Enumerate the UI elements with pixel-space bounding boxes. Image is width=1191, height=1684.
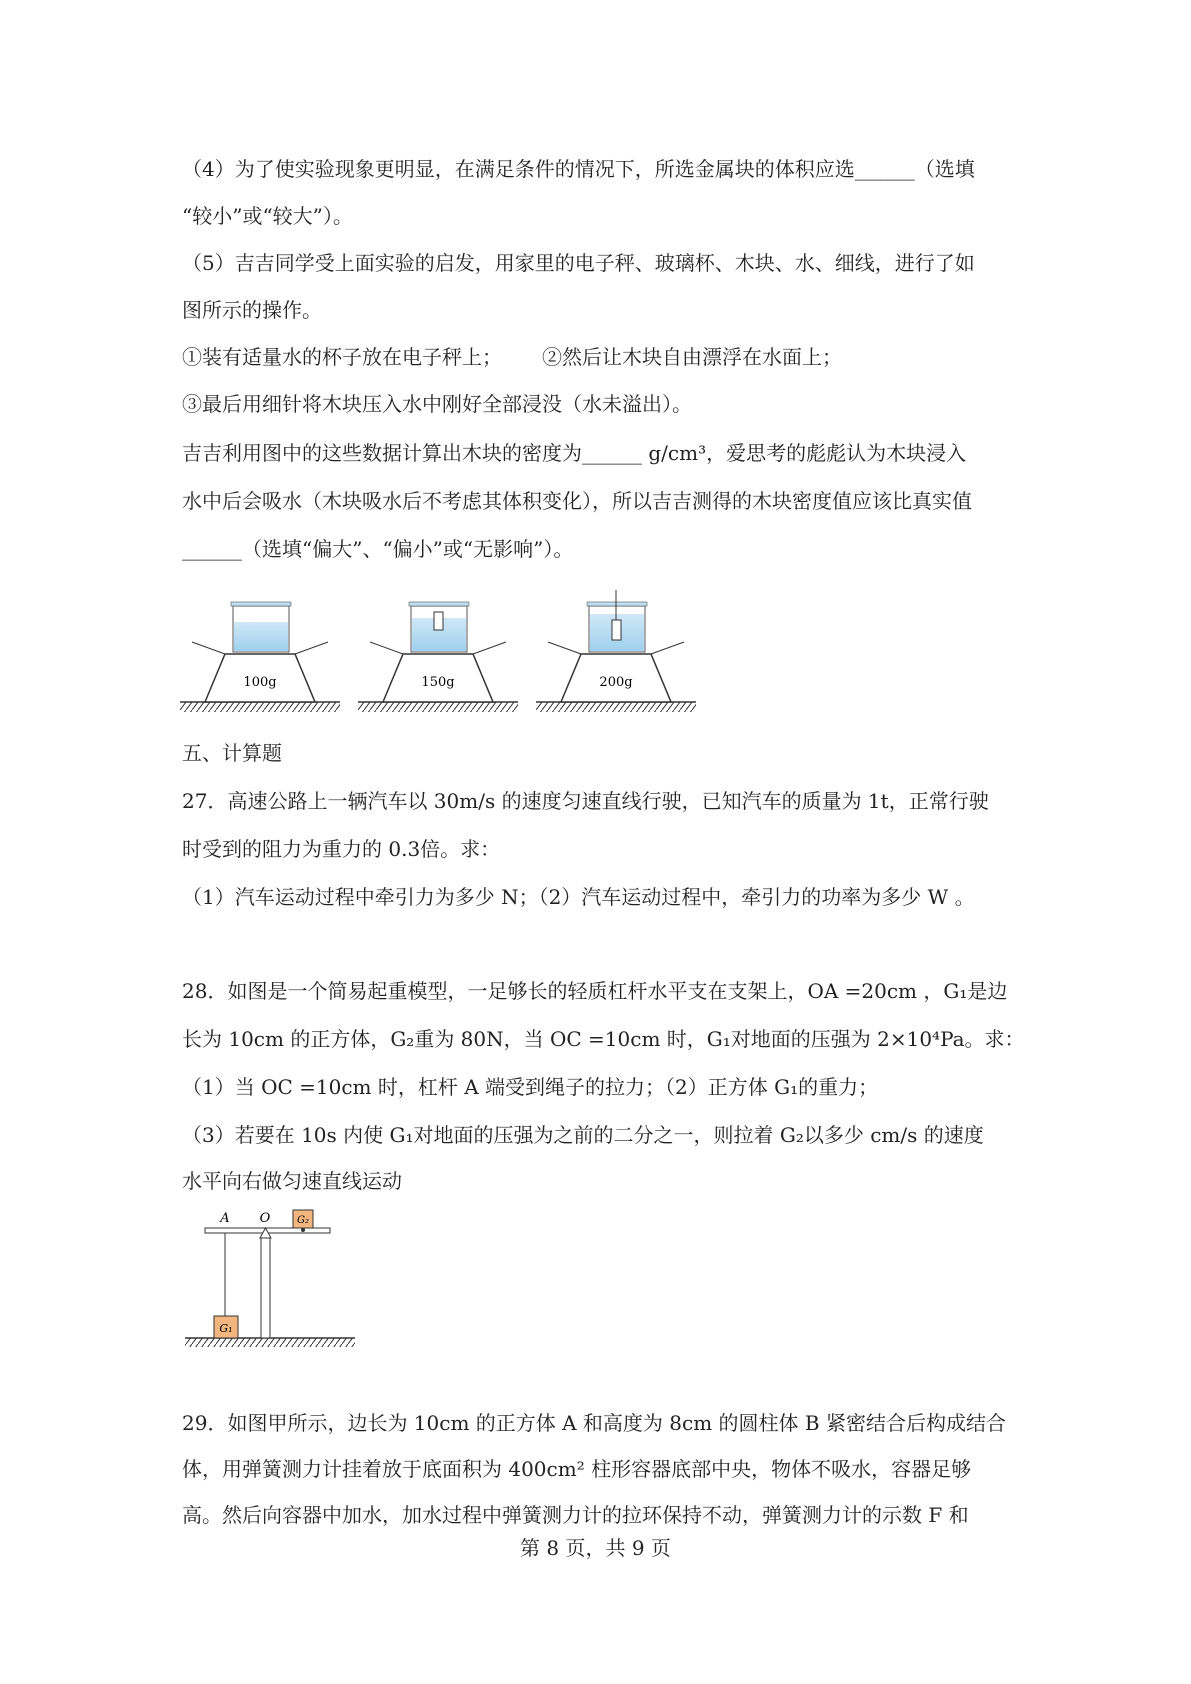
line-q28-5: 水平向右做匀速直线运动 [182,1169,402,1193]
line-q28-3: （1）当 OC =10cm 时，杠杆 A 端受到绳子的拉力；（2）正方体 G₁的重力； [182,1075,879,1099]
line-q26-text1: 吉吉利用图中的这些数据计算出木块的密度为______ g/cm³，爱思考的彪彪认为木块浸入 [182,441,967,465]
scale-2-reading: 150g [421,675,455,690]
scale-2 [358,602,518,712]
line-q27-1: 27．高速公路上一辆汽车以 30m/s 的速度匀速直线行驶，已知汽车的质量为 1t，正常行驶 [182,789,989,813]
line-q26-4-b: “较小”或“较大”）。 [182,204,353,228]
scale-1-reading: 100g [243,675,277,690]
line-q28-2: 长为 10cm 的正方体，G₂重为 80N，当 OC =10cm 时，G₁对地面的压强为 2×10⁴Pa。求： [182,1027,1025,1051]
line-q26-step3: ③最后用细针将木块压入水中刚好全部浸没（水未溢出）。 [182,392,692,416]
line-q26-text2: 水中后会吸水（木块吸水后不考虑其体积变化），所以吉吉测得的木块密度值应该比真实值 [182,489,972,513]
lever-figure [180,1200,360,1350]
step-2: ②然后让木块自由漂浮在水面上； [542,345,842,369]
line-q26-4-a: （4）为了使实验现象更明显，在满足条件的情况下，所选金属块的体积应选______（选填 [182,157,975,181]
step-1: ①装有适量水的杯子放在电子秤上； [182,345,502,369]
line-q26-5-a: （5）吉吉同学受上面实验的启发，用家里的电子秤、玻璃杯、木块、水、细线，进行了如 [182,251,975,275]
line-q28-1: 28．如图是一个简易起重模型，一足够长的轻质杠杆水平支在支架上，OA =20cm ，G₁是边 [182,979,1008,1003]
line-q29-1: 29．如图甲所示，边长为 10cm 的正方体 A 和高度为 8cm 的圆柱体 B 紧密结合后构成结合 [182,1411,1006,1435]
line-q29-3: 高。然后向容器中加水，加水过程中弹簧测力计的拉环保持不动，弹簧测力计的示数 F 和 [182,1503,969,1527]
section-title: 五、计算题 [182,741,282,765]
scale-3 [536,590,696,712]
point-o-label: O [259,1211,271,1226]
scale-1 [180,602,340,712]
line-q26-5-b: 图所示的操作。 [182,298,322,322]
line-q29-2: 体，用弹簧测力计挂着放于底面积为 400cm² 柱形容器底部中央，物体不吸水，容器足够 [182,1457,972,1481]
g2-label: G₂ [297,1215,309,1226]
page-footer: 第 8 页，共 9 页 [520,1536,671,1560]
g1-label: G₁ [219,1322,233,1335]
line-q28-4: （3）若要在 10s 内使 G₁对地面的压强为之前的二分之一，则拉着 G₂以多少 cm/s 的速度 [182,1123,984,1147]
line-q27-2: 时受到的阻力为重力的 0.3倍。求： [182,837,501,861]
scales-figure [180,590,740,720]
point-a-label: A [220,1211,230,1226]
line-q27-3: （1）汽车运动过程中牵引力为多少 N；（2）汽车运动过程中，牵引力的功率为多少 W 。 [182,885,975,909]
scale-3-reading: 200g [599,675,633,690]
line-q26-text3: ______（选填“偏大”、“偏小”或“无影响”）。 [182,537,574,561]
line-q26-steps [182,344,842,370]
